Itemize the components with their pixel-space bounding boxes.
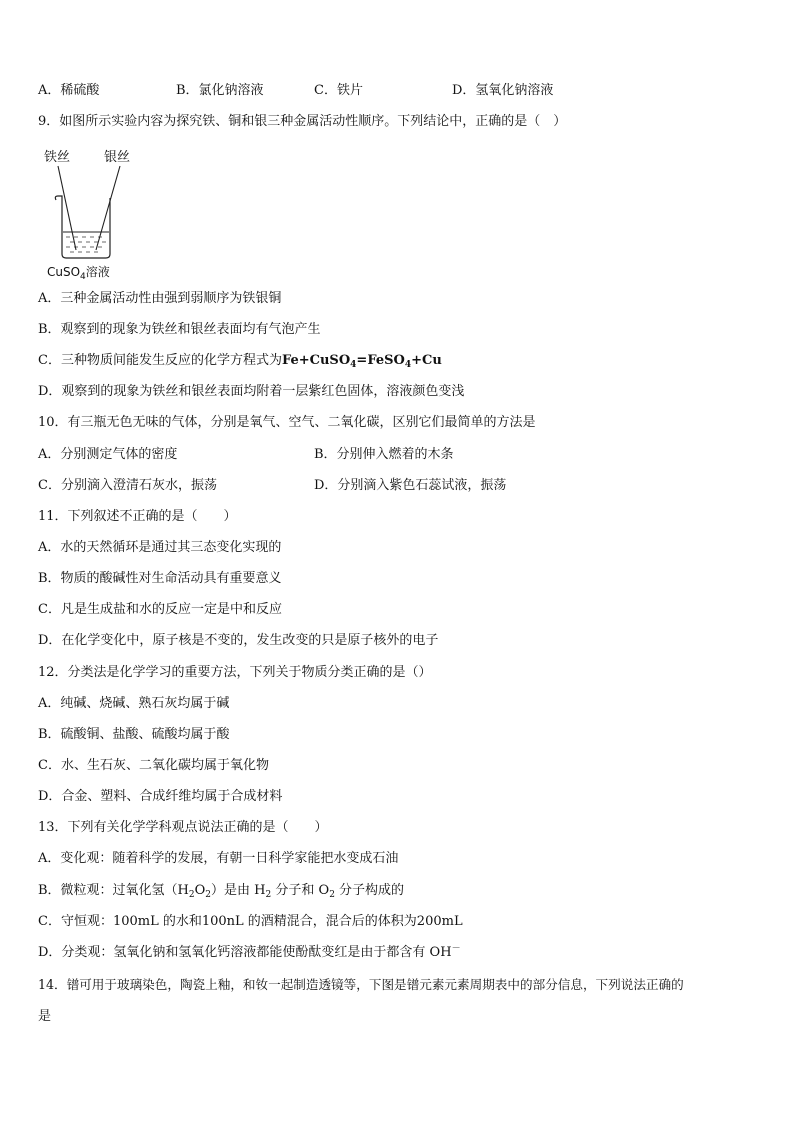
q12-stem: 12．分类法是化学学习的重要方法，下列关于物质分类正确的是（）: [38, 665, 432, 680]
q9-option-b: B．观察到的现象为铁丝和银丝表面均有气泡产生: [38, 322, 321, 337]
q13-option-d: D．分类观：氢氧化钠和氢氧化钙溶液都能使酚酞变红是由于都含有 OH－: [38, 944, 461, 960]
chemical-equation: Fe+CuSO$_4$=FeSO$_4$+Cu: [281, 353, 442, 370]
q8-option-d: D．氢氧化钠溶液: [452, 83, 554, 98]
q13-option-b: B．微粒观：过氧化氢$(H_2O_2)$是由 $H_2$ 分子和 $O_2$ 分子构成的: [38, 883, 405, 900]
q14-stem-line2: 是: [38, 1009, 52, 1024]
q9-option-c: C．三种物质间能发生反应的化学方程式为Fe+CuSO$_4$=FeSO$_4$+Cu: [38, 353, 442, 370]
q10-stem: 10．有三瓶无色无味的气体，分别是氧气、空气、二氧化碳，区别它们最简单的方法是: [38, 415, 536, 430]
q12-option-b: B．硫酸铜、盐酸、硫酸均属于酸: [38, 727, 230, 742]
label-iron-wire: 铁丝: [44, 150, 71, 165]
q8-option-a: A．稀硫酸: [38, 83, 100, 98]
q10-option-d: D．分别滴入紫色石蕊试液，振荡: [314, 478, 507, 493]
q11-option-d: D．在化学变化中，原子核是不变的，发生改变的只是原子核外的电子: [38, 633, 439, 648]
q10-option-a: A．分别测定气体的密度: [38, 447, 178, 462]
q11-stem: 11．下列叙述不正确的是（ ）: [38, 509, 237, 524]
q11-option-a: A．水的天然循环是通过其三态变化实现的: [38, 540, 282, 555]
beaker-drawing: [40, 144, 150, 264]
label-cuso4-solution: CuSO$_4$溶液: [47, 265, 110, 282]
q10-option-c: C．分别滴入澄清石灰水，振荡: [38, 478, 217, 493]
q12-option-d: D．合金、塑料、合成纤维均属于合成材料: [38, 789, 283, 804]
label-silver-wire: 银丝: [104, 150, 131, 165]
q13-option-a: A．变化观：随着科学的发展，有朝一日科学家能把水变成石油: [38, 851, 399, 866]
q8-option-c: C．铁片: [314, 83, 363, 98]
q12-option-c: C．水、生石灰、二氧化碳均属于氧化物: [38, 758, 269, 773]
q13-option-c: C．守恒观：100mL 的水和100nL 的酒精混合，混合后的体积为200mL: [38, 914, 463, 929]
q10-option-b: B．分别伸入燃着的木条: [314, 447, 454, 462]
q11-option-b: B．物质的酸碱性对生命活动具有重要意义: [38, 571, 282, 586]
q12-option-a: A．纯碱、烧碱、熟石灰均属于碱: [38, 696, 230, 711]
q9-option-d: D．观察到的现象为铁丝和银丝表面均附着一层紫红色固体，溶液颜色变浅: [38, 384, 465, 399]
q9-stem: 9．如图所示实验内容为探究铁、铜和银三种金属活动性顺序。下列结论中，正确的是（ ）: [38, 114, 567, 129]
q14-stem-line1: 14．镨可用于玻璃染色，陶瓷上釉，和钕一起制造透镜等，下图是镨元素元素周期表中的部分信息，下列说法正确的: [38, 977, 684, 992]
q13-stem: 13．下列有关化学学科观点说法正确的是（ ）: [38, 820, 328, 835]
q9-beaker-figure: [40, 144, 150, 284]
q11-option-c: C．凡是生成盐和水的反应一定是中和反应: [38, 602, 282, 617]
q8-option-b: B．氯化钠溶液: [176, 83, 264, 98]
q9-option-a: A．三种金属活动性由强到弱顺序为铁银铜: [38, 291, 282, 306]
